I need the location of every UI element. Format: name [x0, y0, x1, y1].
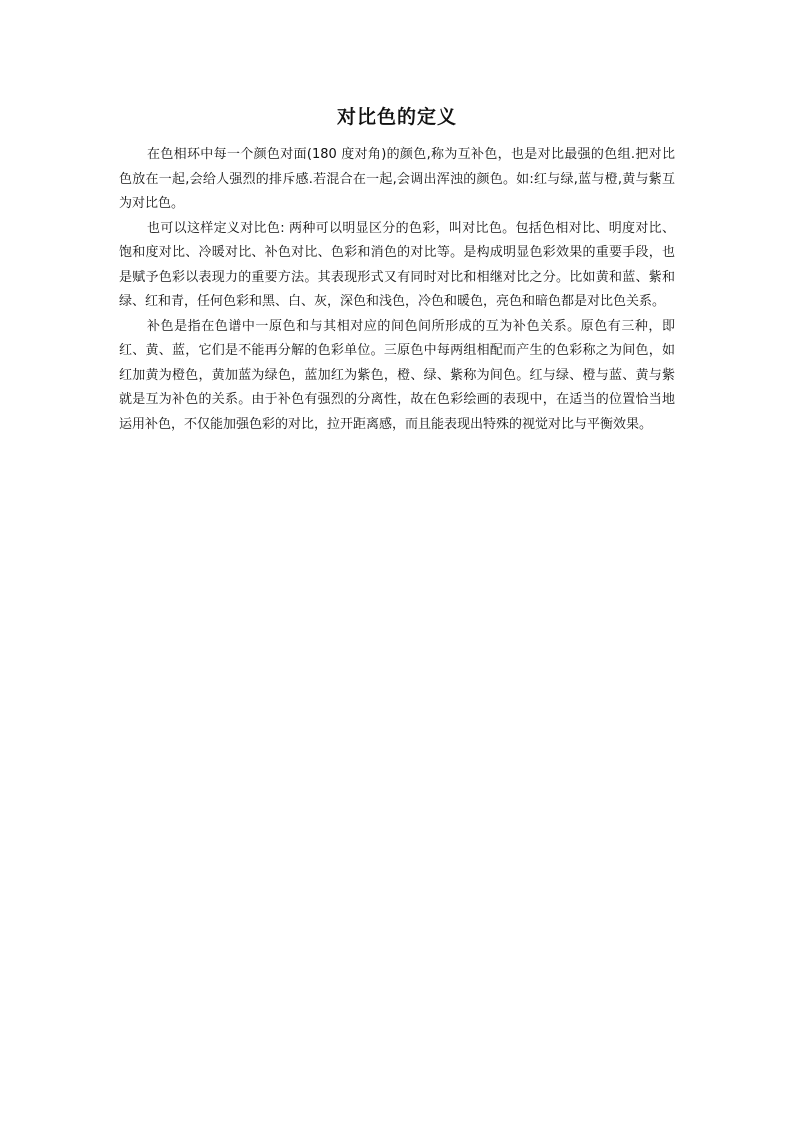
paragraph-complementary-definition: 在色相环中每一个颜色对面(180 度对角)的颜色,称为互补色，也是对比最强的色组.把对比色放在一起,会给人强烈的排斥感.若混合在一起,会调出浑浊的颜色。如:红与绿,蓝与橙,黄与紫互为对比色。	[119, 147, 675, 211]
document-title: 对比色的定义	[336, 106, 457, 128]
document-body	[119, 143, 675, 437]
paragraph-contrast-types: 也可以这样定义对比色: 两种可以明显区分的色彩，叫对比色。包括色相对比、明度对比、饱和度对比、冷暖对比、补色对比、色彩和消色的对比等。是构成明显色彩效果的重要手段，也是赋予色彩以表现力的重要方法。其表现形式又有同时对比和相继对比之分。比如黄和蓝、紫和绿、红和青，任何色彩和黑、白、灰，深色和浅色，冷色和暖色，亮色和暗色都是对比色关系。	[119, 220, 675, 309]
paragraph-complementary-colors: 补色是指在色谱中一原色和与其相对应的间色间所形成的互为补色关系。原色有三种，即红、黄、蓝，它们是不能再分解的色彩单位。三原色中每两组相配而产生的色彩称之为间色，如红加黄为橙色，黄加蓝为绿色，蓝加红为紫色，橙、绿、紫称为间色。红与绿、橙与蓝、黄与紫就是互为补色的关系。由于补色有强烈的分离性，故在色彩绘画的表现中，在适当的位置恰当地运用补色，不仅能加强色彩的对比，拉开距离感，而且能表现出特殊的视觉对比与平衡效果。	[119, 318, 675, 432]
